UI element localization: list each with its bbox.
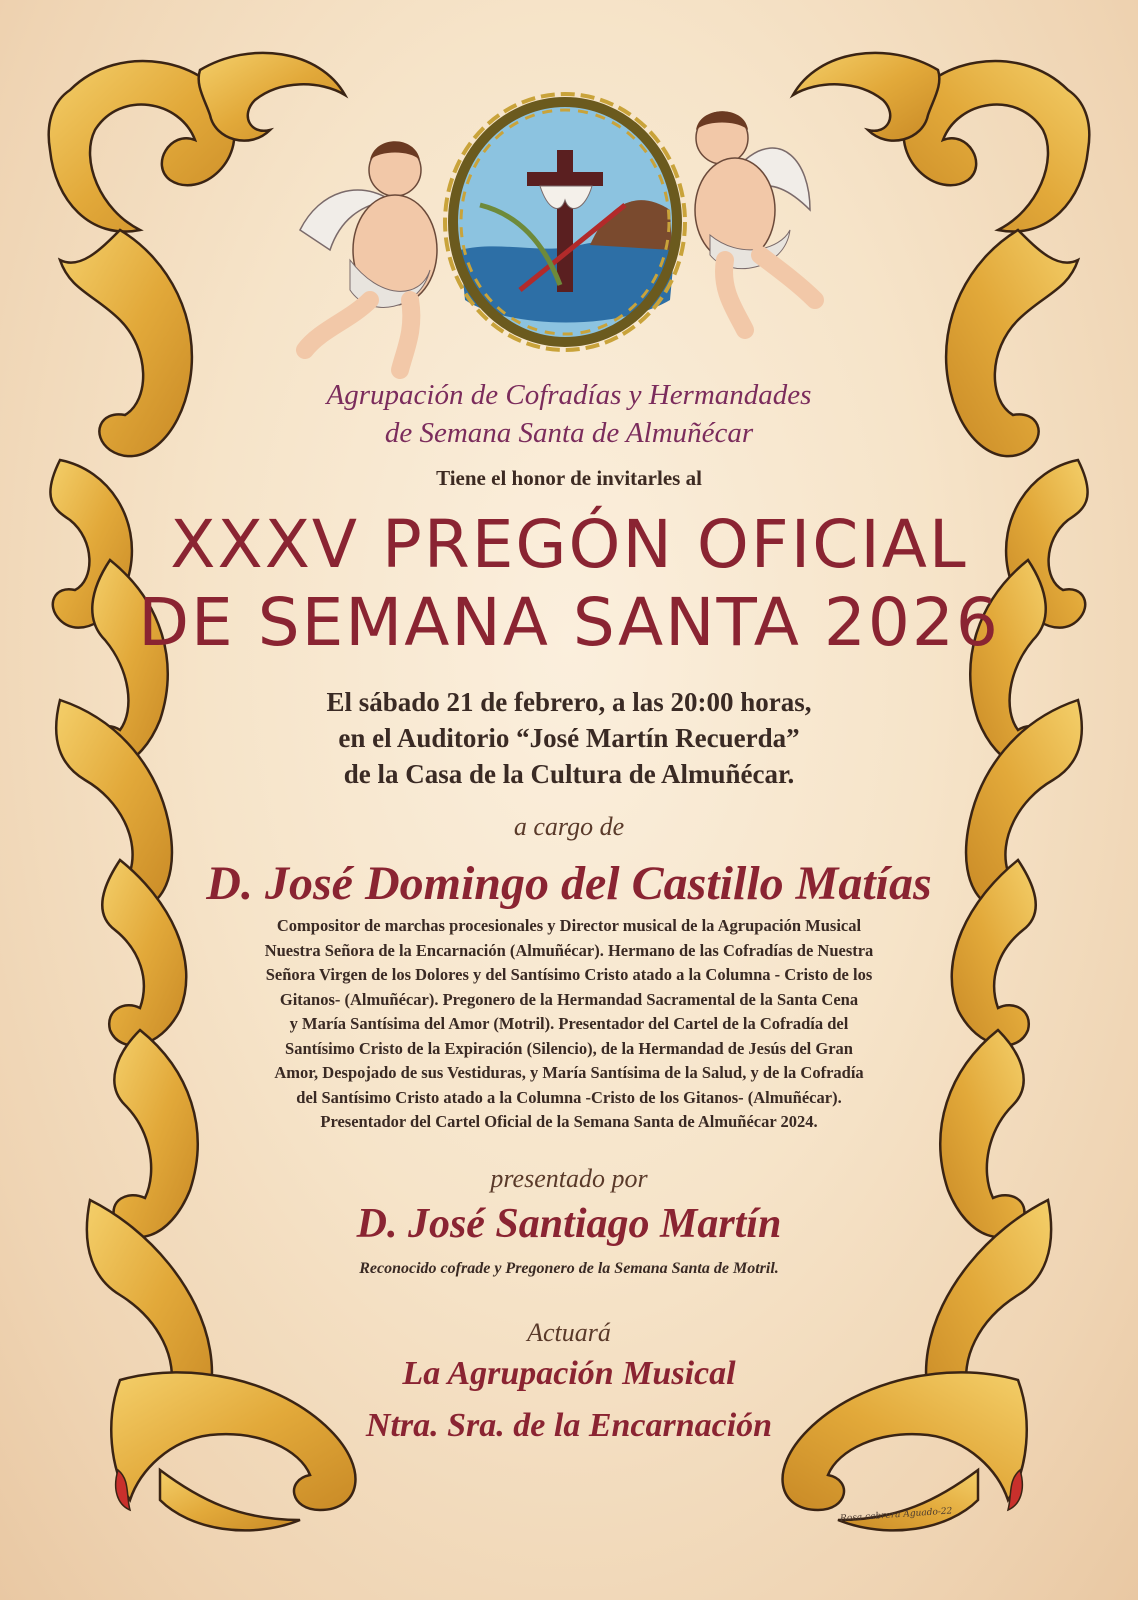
bio-line: Señora Virgen de los Dolores y del Santísimo Cristo atado a la Columna - Cristo de los bbox=[265, 965, 873, 984]
event-details bbox=[0, 684, 1138, 792]
left-frame-ornament bbox=[49, 61, 356, 1530]
bio-line: Compositor de marchas procesionales y Director musical de la Agrupación Musical bbox=[276, 916, 862, 935]
presenter-name: D. José Santiago Martín bbox=[356, 1201, 782, 1247]
event-line-3: de la Casa de la Cultura de Almuñécar. bbox=[343, 759, 795, 789]
bio-line: Santísimo Cristo de la Expiración (Silencio), de la Hermandad de Jesús del Gran bbox=[285, 1038, 853, 1058]
band-line-1: La Agrupación Musical bbox=[402, 1355, 736, 1392]
event-line-1: El sábado 21 de febrero, a las 20:00 horas, bbox=[326, 687, 812, 717]
org-line-2: de Semana Santa de Almuñécar bbox=[384, 417, 754, 449]
page-title bbox=[0, 506, 1138, 662]
title-line-1: XXXV PREGÓN OFICIAL bbox=[170, 506, 968, 583]
bio-line: Presentador del Cartel Oficial de la Semana Santa de Almuñécar 2024. bbox=[320, 1112, 818, 1131]
header-org bbox=[0, 376, 1138, 452]
org-line-1: Agrupación de Cofradías y Hermandades bbox=[326, 379, 812, 411]
bio-line: Amor, Despojado de sus Vestiduras, y María Santísima de la Salud, y de la Cofradía bbox=[274, 1063, 864, 1082]
presenter-desc: Reconocido cofrade y Pregonero de la Semana Santa de Motril. bbox=[359, 1260, 779, 1277]
right-frame-ornament bbox=[783, 61, 1090, 1530]
bio-line: del Santísimo Cristo atado a la Columna -Cristo de los Gitanos- (Almuñécar). bbox=[296, 1087, 842, 1107]
performance-band bbox=[0, 1348, 1138, 1452]
cherub-left bbox=[300, 141, 437, 370]
speaker-bio bbox=[0, 914, 1138, 1135]
bio-line: y María Santísima del Amor (Motril). Presentador del Cartel de la Cofradía del bbox=[289, 1014, 849, 1033]
band-line-2: Ntra. Sra. de la Encarnación bbox=[365, 1407, 773, 1444]
cherub-right bbox=[695, 111, 815, 330]
speaker-name: D. José Domingo del Castillo Matías bbox=[206, 857, 932, 910]
speaker-intro: a cargo de bbox=[513, 812, 625, 841]
artist-signature: Rosa cabrera Aguado-22 bbox=[839, 1506, 953, 1525]
bio-line: Nuestra Señora de la Encarnación (Almuñécar). Hermano de las Cofradías de Nuestra bbox=[264, 940, 874, 960]
presenter-intro: presentado por bbox=[490, 1164, 648, 1193]
title-line-2: DE SEMANA SANTA 2026 bbox=[138, 584, 1000, 661]
event-line-2: en el Auditorio “José Martín Recuerda” bbox=[338, 723, 800, 753]
bio-line: Gitanos- (Almuñécar). Pregonero de la Hermandad Sacramental de la Santa Cena bbox=[279, 989, 859, 1009]
invite-text: Tiene el honor de invitarles al bbox=[436, 466, 702, 490]
performance-intro: Actuará bbox=[527, 1318, 611, 1347]
